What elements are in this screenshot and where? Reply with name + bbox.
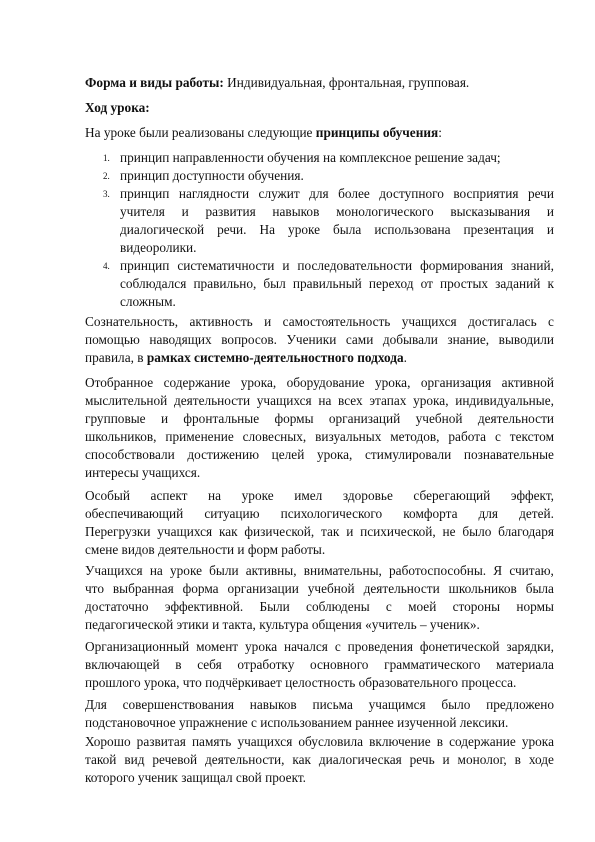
word: начался [284,639,328,654]
text-line [85,753,554,766]
word: содержание [163,375,231,390]
systemic-approach-term: рамках системно-деятельностного подхода [146,350,404,365]
principles-term: принципы обучения [315,125,439,140]
text-line [85,315,554,328]
word: принцип [120,258,170,273]
text-line: видеоролики. [120,240,197,255]
word: себя [197,657,222,672]
word: ходе [528,752,554,767]
word: применение [165,429,234,444]
word: и [346,524,354,539]
word: в [175,657,182,672]
word: моей [408,599,437,614]
word: благодаря [498,524,554,539]
word: Перегрузки [85,524,151,539]
word: совершенствования [122,697,235,712]
text-line: принцип доступности обучения. [120,168,304,183]
word: вопросов. [221,332,277,347]
word: правильно, [193,276,257,291]
word: не [442,524,456,539]
word: включение [369,734,431,749]
word: словесных, [242,429,307,444]
word: методов, [390,429,440,444]
word: навыков [249,697,297,712]
word: речи. [217,222,247,237]
word: стороны [452,599,501,614]
word: к [547,276,554,291]
word: деятельности [477,411,554,426]
word: монолог, [457,752,507,767]
list-number: 2. [103,171,110,181]
text-line [85,507,554,520]
word: психической, [360,524,436,539]
word: форма [182,581,219,596]
word: выводили [498,332,554,347]
word: и [160,411,169,426]
word: выбранная [112,581,174,596]
word: Особый [85,488,130,503]
word: материала [496,657,554,672]
word: обеспечивающий [85,506,184,521]
word: активны, [245,563,297,578]
word: диалогическая [318,752,402,767]
word: так [321,524,340,539]
list-number: 4. [103,261,110,271]
word: учебной [307,581,355,596]
word: урока, [374,375,411,390]
word: урока, [240,375,277,390]
forma-label: Форма и виды работы: [85,75,224,90]
word: на [318,393,332,408]
word: организаций [328,411,401,426]
word: активной [501,375,554,390]
text-line: принцип направленности обучения на комплексное решение задач; [120,150,501,165]
word: вид [124,752,145,767]
word: служит [258,186,300,201]
word: достижению [187,447,260,462]
word: фронтальные [183,411,260,426]
word: простых [440,276,489,291]
word: уроке [288,222,321,237]
word: использована [374,222,451,237]
word: последовательности [297,258,413,273]
hod-heading: Ход урока: [85,100,150,115]
word: целей [271,447,305,462]
word: работа [448,429,487,444]
word: уроке [170,563,202,578]
word: грамматического [384,657,481,672]
word: фонетической [419,639,500,654]
word: на [208,488,222,503]
word: имел [294,488,323,503]
word: организации [227,581,299,596]
word: считаю, [509,563,554,578]
word: речевой [152,752,198,767]
word: высказывания [450,204,531,219]
text-line: смене видов деятельности и форм работы. [85,542,326,557]
word: групповые [85,411,146,426]
word: более [338,186,370,201]
word: с [548,314,554,329]
word: на [149,563,163,578]
text-line [85,525,554,538]
word: были [209,563,239,578]
word: уроке [241,488,274,503]
text-line [85,394,554,407]
text-line: которого ученик защищал свой проект. [85,770,306,785]
word: мыслительной [85,393,168,408]
word: урока [521,734,554,749]
forma-value: Индивидуальная, фронтальная, групповая. [223,75,470,90]
word: и [546,204,554,219]
word: заданий [495,276,541,291]
text-line [120,205,554,218]
word: всех [338,393,363,408]
word: знание, [447,332,490,347]
word: учащихся [157,524,213,539]
word: школьников [448,581,517,596]
word: Для [85,697,107,712]
text-line [85,735,554,748]
word: активность [189,314,253,329]
word: как [218,524,238,539]
text-line [85,600,554,613]
word: развития [205,204,256,219]
word: этапах [369,393,407,408]
text-line [120,259,554,272]
word: Организационный [85,639,190,654]
word: в [514,752,521,767]
word: индивидуальные, [455,393,554,408]
word: переход [368,276,414,291]
word: такой [85,752,117,767]
word: диалогической [120,222,205,237]
word: текстом [509,429,554,444]
word: для [478,506,499,521]
text-line [85,698,554,711]
list-number: 1. [103,153,110,163]
word: как [292,752,312,767]
word: речи [527,186,554,201]
word: доступного [379,186,444,201]
word: учащимся [368,697,426,712]
word: момент [196,639,239,654]
word: познавательные [463,447,554,462]
word: организация [420,375,492,390]
word: и [546,222,554,237]
word: монологического [336,204,434,219]
text-line [120,277,554,290]
word: предложено [486,697,554,712]
word: была [525,581,554,596]
word: соблюдены [306,599,370,614]
word: память [191,734,232,749]
principles-intro: На уроке были реализованы следующие принципы обучения: [85,125,442,140]
word: восприятия [453,186,519,201]
word: учащихся [256,393,312,408]
word: было [441,697,471,712]
word: физической, [244,524,315,539]
word: формирования [420,258,504,273]
word: самостоятельность [282,314,391,329]
text-line [120,187,554,200]
word: презентация [463,222,534,237]
word: помощью [85,332,140,347]
text-line [85,582,554,595]
text-line [85,448,554,461]
word: достигалась [468,314,537,329]
text-line: сложным. [120,294,176,309]
text-line [85,333,554,346]
word: психологического [280,506,383,521]
word: формы [274,411,314,426]
word: основного [310,657,369,672]
word: правильный [292,276,362,291]
text-line [85,640,554,653]
text-line [85,564,554,577]
word: проведения [347,639,413,654]
word: Ученики [286,332,337,347]
word: Отобранное [85,375,154,390]
word: было [462,524,492,539]
word: урока [245,639,278,654]
word: урока, [413,393,449,408]
word: Сознательность, [85,314,179,329]
word: развитая [136,734,186,749]
word: деятельности, [205,752,285,767]
word: учащихся [237,734,293,749]
word: от [420,276,433,291]
word: эффект, [510,488,554,503]
text-line: прошлого урока, что подчёркивает целостность образовательного процесса. [85,675,517,690]
word: визуальных [315,429,382,444]
word: здоровье [342,488,393,503]
word: оборудование [286,375,365,390]
word: зарядки, [506,639,554,654]
word: с [385,599,392,614]
text-line [85,412,554,425]
word: что [85,581,104,596]
word: с [334,639,341,654]
word: детей. [519,506,554,521]
word: стимулировали [365,447,452,462]
word: способствовали [85,447,175,462]
text-line [85,430,554,443]
word: содержание [449,734,516,749]
word: включающей [85,657,160,672]
word: для [309,186,329,201]
text-line [85,376,554,389]
text-line [85,658,554,671]
para-1-last-line: правила, в рамках системно-деятельностного подхода. [85,350,407,365]
word: с [494,429,501,444]
text-line: интересы учащихся. [85,465,201,480]
word: ситуацию [204,506,260,521]
word: эффективной. [164,599,244,614]
word: деятельности [363,581,440,596]
word: Были [259,599,290,614]
word: аспект [150,488,188,503]
word: школьников, [85,429,157,444]
word: и [264,314,272,329]
word: была [333,222,362,237]
list-number: 3. [103,189,110,199]
word: сберегающий [413,488,491,503]
word: нормы [516,599,554,614]
word: обусловила [298,734,364,749]
text-line: педагогической этики и такта, культура общения «учитель – ученик». [85,617,480,632]
word: навыков [272,204,320,219]
word: работоспособны. [389,563,487,578]
word: знаний, [511,258,554,273]
word: На [259,222,276,237]
word: и [181,204,189,219]
text-line [85,489,554,502]
word: наводящих [149,332,212,347]
word: достаточно [85,599,149,614]
word: сами [345,332,374,347]
word: комфорта [403,506,458,521]
text-line: подстановочное упражнение с использованием раннее изученной лексики. [85,715,509,730]
forma-line [85,76,469,89]
word: внимательны, [303,563,382,578]
word: учителя [120,204,165,219]
word: Хорошо [85,734,131,749]
word: принцип [120,186,170,201]
word: учебной [415,411,463,426]
word: урока, [316,447,353,462]
word: письма [312,697,353,712]
word: систематичности [177,258,275,273]
text-line [120,223,554,236]
word: в [436,734,444,749]
word: наглядности [178,186,250,201]
word: речь [409,752,435,767]
word: Учащихся [85,563,143,578]
word: и [442,752,450,767]
word: деятельности [173,393,251,408]
word: отработку [237,657,295,672]
word: соблюдался [120,276,187,291]
word: был [263,276,286,291]
word: и [282,258,290,273]
word: учащихся [401,314,457,329]
word: добывали [382,332,438,347]
word: Я [493,563,503,578]
